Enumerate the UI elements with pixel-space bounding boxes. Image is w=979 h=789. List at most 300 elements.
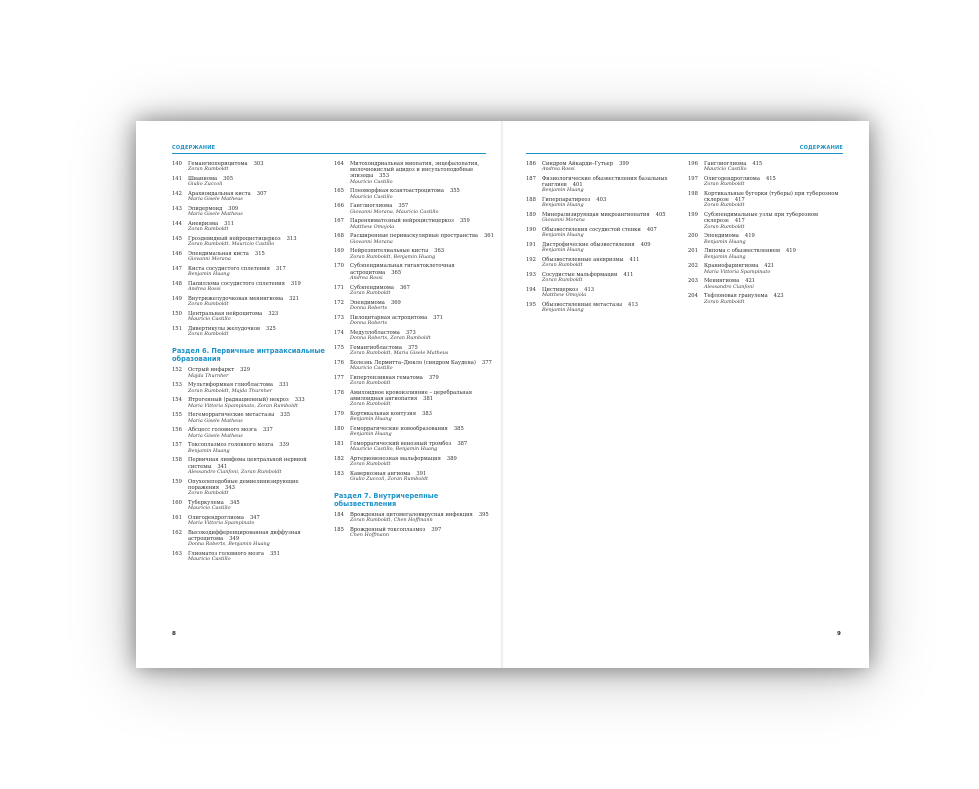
chapter-author: Mauricio Castillo	[350, 364, 393, 371]
chapter-page: 389	[446, 455, 457, 462]
chapter-author: Giulio Zuccoli	[188, 181, 223, 188]
toc-entry	[334, 161, 494, 185]
chapter-author: Giovanni Morana	[350, 238, 393, 245]
toc-entry	[688, 176, 846, 188]
book-spread	[136, 121, 869, 668]
chapter-number: 200	[688, 233, 698, 240]
chapter-author: Andrea Rossi	[350, 274, 383, 281]
chapter-title: Геморрагический венозный тромбоз	[350, 440, 452, 447]
chapter-title: Субэпендимальная гигантоклеточная астроцитома	[350, 263, 455, 276]
chapter-author: Maria Gisele Matheus	[188, 196, 243, 203]
chapter-number: 164	[334, 161, 344, 167]
chapter-title: Синдром Айкарди–Гутьер	[542, 161, 614, 167]
chapter-page: 369	[390, 299, 401, 306]
toc-entry	[172, 382, 332, 394]
chapter-page: 339	[279, 442, 290, 449]
chapter-page: 347	[249, 514, 260, 521]
chapter-author: Giovanni Morana	[542, 217, 585, 224]
section-heading-6: Раздел 6. Первичные интрааксиальные образования	[172, 347, 325, 364]
chapter-page: 365	[391, 269, 402, 276]
chapter-page: 375	[407, 344, 418, 351]
chapter-number: 204	[688, 293, 698, 300]
chapter-author: Zoran Rumboldt	[188, 166, 229, 173]
chapter-title-line	[704, 212, 846, 224]
chapter-number: 186	[526, 161, 536, 167]
chapter-number: 149	[172, 296, 182, 302]
chapter-number: 197	[688, 176, 698, 182]
chapter-number: 178	[334, 389, 344, 396]
chapter-title: Мультиформная глиобластома	[188, 382, 273, 389]
chapter-title: Первичная лимфома центральной нервной системы	[188, 457, 307, 470]
section-heading-7: Раздел 7. Внутричерепные обызвествления	[334, 491, 439, 509]
chapter-page: 397	[431, 527, 442, 534]
chapter-author: Benjamin Huang	[704, 253, 746, 260]
chapter-title: Гроздевидный нейроцистицеркоз	[188, 236, 281, 242]
chapter-number: 190	[526, 227, 536, 234]
chapter-number: 156	[172, 427, 182, 434]
chapter-page: 371	[433, 314, 444, 321]
toc-entry	[688, 161, 846, 173]
toc-entry	[172, 530, 332, 548]
chapter-title: Ганглиоглиома	[350, 203, 393, 210]
chapter-number: 147	[172, 266, 182, 272]
chapter-title: Киста сосудистого сплетения	[188, 266, 270, 272]
toc-entry	[334, 248, 494, 260]
chapter-page: 385	[453, 425, 464, 432]
chapter-page: 381	[423, 395, 434, 402]
chapter-page: 373	[405, 329, 416, 336]
chapter-number: 141	[172, 176, 182, 182]
toc-entry	[172, 397, 332, 409]
chapter-title: Центральная нейроцитома	[188, 311, 263, 317]
toc-list	[172, 161, 332, 338]
chapter-author: Maria Vittoria Spampinato, Zoran Rumboldt	[188, 402, 298, 409]
chapter-author: Zoran Rumboldt	[188, 301, 229, 308]
toc-list	[688, 161, 846, 305]
chapter-author: Mauricio Castillo	[350, 178, 393, 185]
chapter-number: 184	[334, 512, 344, 519]
toc-entry	[172, 221, 332, 233]
chapter-author: Benjamin Huang	[188, 271, 230, 278]
chapter-number: 177	[334, 374, 344, 381]
toc-entry	[172, 206, 332, 218]
toc-entry	[526, 272, 681, 284]
chapter-page: 417	[734, 218, 745, 225]
toc-entry	[526, 242, 681, 254]
chapter-number: 179	[334, 410, 344, 417]
chapter-page: 349	[229, 536, 240, 543]
chapter-number: 170	[334, 263, 344, 270]
toc-entry	[172, 457, 332, 475]
chapter-title: Пилоцитарная астроцитома	[350, 314, 428, 321]
chapter-page: 367	[399, 284, 410, 291]
chapter-page: 353	[379, 173, 390, 180]
chapter-page: 337	[262, 427, 273, 434]
chapter-number: 185	[334, 527, 344, 534]
toc-entry	[172, 266, 332, 278]
chapter-title: Цистицеркоз	[542, 287, 579, 294]
toc-entry	[334, 285, 494, 297]
chapter-author: Chen Hoffmann	[350, 532, 390, 539]
chapter-page: 423	[773, 293, 784, 300]
chapter-author: Zoran Rumboldt, Mauricio Castillo	[188, 241, 275, 248]
chapter-title: Физиологические обызвествления базальных ганглиев	[542, 176, 668, 189]
chapter-number: 159	[172, 478, 182, 485]
chapter-author: Giovanni Morana	[188, 256, 231, 263]
chapter-number: 199	[688, 212, 698, 219]
chapter-title: Гиперпаратиреоз	[542, 197, 591, 204]
toc-entry	[334, 233, 494, 245]
toc-list	[334, 161, 494, 483]
chapter-title: Шваннома	[188, 176, 218, 182]
toc-entry	[334, 203, 494, 215]
chapter-number: 150	[172, 311, 182, 317]
chapter-title: Амилоидное кровоизлияние – церебральная амилоидная ангиопатия	[350, 389, 472, 402]
chapter-author: Zoran Rumboldt	[704, 181, 745, 188]
chapter-page: 419	[785, 248, 796, 255]
chapter-number: 173	[334, 314, 344, 321]
chapter-author: Zoran Rumboldt	[188, 490, 229, 497]
chapter-page: 323	[268, 311, 279, 317]
chapter-number: 145	[172, 236, 182, 242]
toc-entry	[688, 212, 846, 230]
chapter-title: Субэпендимома	[350, 284, 394, 291]
chapter-number: 174	[334, 329, 344, 336]
chapter-page: 315	[254, 251, 265, 257]
chapter-page: 415	[765, 176, 776, 182]
toc-entry	[334, 456, 494, 468]
toc-entry	[172, 326, 332, 338]
chapter-page: 351	[269, 551, 280, 558]
chapter-number: 140	[172, 161, 182, 167]
chapter-page: 411	[629, 257, 640, 264]
chapter-author: Zoran Rumboldt	[188, 226, 229, 233]
chapter-number: 202	[688, 263, 698, 270]
chapter-author: Benjamin Huang	[350, 416, 392, 423]
chapter-title: Арахноидальная киста	[188, 191, 251, 197]
toc-entry	[334, 330, 494, 342]
chapter-page: 355	[449, 188, 460, 195]
chapter-author: Zoran Rumboldt	[704, 202, 745, 209]
chapter-number: 153	[172, 382, 182, 389]
toc-entry	[172, 367, 332, 379]
chapter-title: Каверноэная ангиома	[350, 470, 411, 477]
chapter-title: Острый инфаркт	[188, 367, 235, 374]
header-rule-right	[526, 153, 843, 154]
chapter-number: 189	[526, 212, 536, 219]
chapter-author: Alessandro Cianfoni, Zoran Rumboldt	[188, 468, 282, 475]
chapter-page: 395	[478, 512, 489, 519]
chapter-number: 152	[172, 367, 182, 374]
chapter-page: 413	[628, 302, 638, 309]
chapter-author: Mauricio Castillo	[188, 505, 231, 512]
chapter-author: Zoran Rumboldt	[704, 298, 745, 305]
toc-entry	[172, 251, 332, 263]
chapter-number: 146	[172, 251, 182, 257]
toc-entry	[334, 512, 494, 524]
chapter-number: 160	[172, 499, 182, 506]
chapter-page: 361	[483, 233, 494, 240]
chapter-page: 403	[596, 197, 607, 204]
chapter-number: 188	[526, 197, 536, 204]
chapter-number: 166	[334, 203, 344, 210]
toc-entry	[334, 411, 494, 423]
chapter-page: 377	[481, 359, 492, 366]
chapter-title-line	[350, 263, 494, 275]
chapter-author: Maria Gisele Matheus	[188, 417, 243, 424]
chapter-title: Олигодендроглиома	[704, 176, 760, 182]
chapter-number: 165	[334, 188, 344, 195]
chapter-title: Тефлоновая гранулема	[704, 293, 768, 300]
running-header-right: СОДЕРЖАНИЕ	[799, 145, 843, 151]
chapter-author: Zoran Rumboldt, Benjamin Huang	[350, 253, 436, 260]
chapter-page: 335	[280, 412, 291, 419]
chapter-author: Benjamin Huang	[704, 238, 746, 245]
chapter-title: Артериовенозная мальформация	[350, 455, 441, 462]
chapter-number: 180	[334, 425, 344, 432]
chapter-title: Аневризма	[188, 221, 219, 227]
chapter-number: 182	[334, 455, 344, 462]
toc-entry	[526, 302, 681, 314]
chapter-author: Zoran Rumboldt	[542, 262, 583, 269]
chapter-page: 313	[286, 236, 297, 242]
toc-entry	[172, 191, 332, 203]
chapter-title: Обызвествленные аневризмы	[542, 257, 624, 264]
chapter-page: 383	[422, 410, 432, 417]
chapter-title: Глиоматоз головного мозга	[188, 551, 264, 558]
toc-entry	[526, 287, 681, 299]
chapter-author: Benjamin Huang	[542, 202, 584, 209]
chapter-number: 183	[334, 470, 344, 477]
toc-entry	[334, 263, 494, 281]
chapter-number: 195	[526, 302, 536, 309]
chapter-number: 155	[172, 412, 182, 419]
chapter-title: Плеоморфная ксантоастроцитома	[350, 188, 444, 195]
chapter-author: Zoran Rumboldt, Chen Hoffmann	[350, 517, 433, 524]
chapter-title: Абсцесс головного мозга	[188, 427, 257, 434]
chapter-author: Zoran Rumboldt	[704, 223, 745, 230]
chapter-title: Кортикальная контузия	[350, 410, 417, 417]
chapter-number: 168	[334, 233, 344, 240]
chapter-page: 357	[398, 203, 409, 210]
chapter-number: 203	[688, 278, 698, 285]
chapter-title: Олигодендроглиома	[188, 514, 244, 521]
chapter-title-line	[350, 161, 494, 180]
chapter-title: Эпидермоид	[188, 206, 223, 212]
chapter-title: Краниофарингиома	[704, 263, 759, 270]
chapter-page: 329	[240, 367, 250, 374]
chapter-author: Zoran Rumboldt	[350, 461, 391, 468]
chapter-title: Расширенные периваскулярные пространства	[350, 233, 478, 240]
chapter-number: 187	[526, 176, 536, 182]
toc-entry	[334, 390, 494, 408]
chapter-author: Mauricio Castillo	[188, 316, 231, 323]
page-number-left: 8	[172, 631, 176, 637]
toc-list	[172, 367, 332, 563]
toc-entry	[526, 227, 681, 239]
chapter-author: Matthew Omojola	[542, 292, 587, 299]
chapter-page: 387	[457, 440, 468, 447]
chapter-number: 172	[334, 299, 344, 306]
toc-column-1	[172, 161, 332, 566]
chapter-title: Ганглиоглиома	[704, 161, 747, 167]
chapter-author: Zoran Rumboldt	[188, 331, 229, 338]
chapter-title: Митохондриальная миопатия, энцефалопатия, молочнокислый ацидоз и инсультоподобные эпизоды	[350, 161, 480, 180]
header-rule-left	[172, 153, 486, 154]
chapter-page: 311	[224, 221, 235, 227]
chapter-title: Менингиома	[704, 278, 740, 285]
toc-entry	[334, 441, 494, 453]
toc-entry	[688, 248, 846, 260]
chapter-author: Benjamin Huang	[542, 187, 584, 194]
chapter-page: 399	[619, 161, 629, 167]
chapter-page: 305	[223, 176, 234, 182]
chapter-author: Zoran Rumboldt, Majda Thurnher	[188, 387, 273, 394]
chapter-title: Болезнь Лермитта–Дюкло (синдром Каудена)	[350, 359, 476, 366]
chapter-author: Benjamin Huang	[188, 447, 230, 454]
chapter-page: 421	[745, 278, 756, 285]
chapter-number: 191	[526, 242, 536, 249]
chapter-page: 413	[584, 287, 595, 294]
chapter-page: 409	[640, 242, 651, 249]
chapter-author: Andrea Rossi	[542, 166, 575, 173]
chapter-number: 167	[334, 218, 344, 225]
chapter-author: Giovanni Morana, Mauricio Castillo	[350, 208, 439, 215]
chapter-page: 343	[225, 484, 235, 491]
toc-entry	[688, 293, 846, 305]
chapter-page: 419	[744, 233, 755, 240]
chapter-title: Внутрижелудочковая менингиома	[188, 296, 284, 302]
chapter-number: 161	[172, 514, 182, 521]
chapter-number: 194	[526, 287, 536, 294]
toc-entry	[688, 233, 846, 245]
toc-entry	[172, 311, 332, 323]
chapter-number: 176	[334, 359, 344, 366]
toc-entry	[688, 191, 846, 209]
toc-entry	[688, 278, 846, 290]
chapter-page: 325	[265, 326, 276, 332]
chapter-page: 391	[416, 470, 427, 477]
toc-column-2	[334, 161, 494, 542]
toc-entry	[526, 257, 681, 269]
chapter-page: 345	[229, 499, 240, 506]
toc-entry	[334, 426, 494, 438]
toc-entry	[172, 236, 332, 248]
chapter-author: Majda Thurnher	[188, 372, 229, 379]
chapter-number: 198	[688, 191, 698, 197]
chapter-author: Alessandro Cianfoni	[704, 283, 754, 290]
chapter-title: Нейроэпителиальные кисты	[350, 248, 429, 255]
chapter-title: Туберкулема	[188, 499, 224, 506]
chapter-page: 307	[256, 191, 267, 197]
chapter-number: 154	[172, 397, 182, 404]
page-number-right: 9	[837, 631, 841, 637]
toc-entry	[334, 527, 494, 539]
chapter-number: 162	[172, 529, 182, 536]
toc-entry	[334, 360, 494, 372]
chapter-author: Maria Gisele Matheus	[188, 432, 243, 439]
chapter-title: Дивертикулы желудочков	[188, 326, 260, 332]
chapter-author: Benjamin Huang	[542, 232, 584, 239]
toc-entry	[334, 375, 494, 387]
chapter-author: Zoran Rumboldt	[350, 401, 391, 408]
chapter-author: Donna Roberts, Zoran Rumboldt	[350, 334, 431, 341]
chapter-title: Врожденная цитомегаловирусная инфекция	[350, 512, 473, 519]
chapter-author: Mauricio Castillo	[188, 556, 231, 563]
chapter-number: 158	[172, 457, 182, 464]
chapter-title: Ятрогенный (радиационный) некроз	[188, 397, 289, 404]
toc-entry	[172, 281, 332, 293]
toc-entry	[526, 176, 681, 194]
chapter-title: Эпендимома	[704, 233, 739, 240]
chapter-title: Гипертензивная гематома	[350, 374, 423, 381]
chapter-number: 201	[688, 248, 698, 255]
chapter-title: Опухолеподобные демиелинизирующие поражения	[188, 478, 299, 491]
chapter-title: Папиллома сосудистого сплетения	[188, 281, 285, 287]
chapter-page: 411	[623, 272, 634, 279]
toc-entry	[334, 188, 494, 200]
toc-entry	[526, 197, 681, 209]
chapter-number: 193	[526, 272, 536, 279]
running-header-left: СОДЕРЖАНИЕ	[172, 145, 216, 151]
chapter-title: Врожденный токсоплазмоз	[350, 527, 426, 534]
chapter-title: Медуллобластома	[350, 329, 400, 336]
chapter-author: Maria Gisele Matheus	[188, 211, 243, 218]
chapter-author: Donna Roberts	[350, 319, 388, 326]
toc-column-3	[526, 161, 681, 317]
book-gutter	[501, 121, 504, 668]
chapter-title: Высокодифференцированная диффузная астроцитома	[188, 529, 301, 543]
chapter-author: Mauricio Castillo	[704, 166, 747, 173]
chapter-number: 151	[172, 326, 182, 332]
chapter-number: 169	[334, 248, 344, 255]
chapter-title: Токсоплазмоз головного мозга	[188, 442, 274, 449]
chapter-title: Сосудистые мальформации	[542, 272, 618, 279]
chapter-title: Субэпендимальные узлы при туберозном склерозе	[704, 212, 819, 225]
chapter-author: Matthew Omojola	[350, 223, 395, 230]
chapter-number: 148	[172, 281, 182, 287]
chapter-number: 144	[172, 221, 182, 227]
chapter-page: 317	[275, 266, 286, 272]
chapter-title: Гемангиобластома	[350, 344, 402, 351]
toc-entry	[334, 345, 494, 357]
chapter-author: Zoran Rumboldt	[350, 289, 391, 296]
chapter-author: Mauricio Castillo, Benjamin Huang	[350, 446, 438, 453]
chapter-number: 143	[172, 206, 182, 212]
toc-entry	[334, 218, 494, 230]
chapter-number: 157	[172, 442, 182, 449]
toc-list	[334, 512, 494, 539]
toc-entry	[172, 296, 332, 308]
toc-entry	[172, 479, 332, 497]
chapter-page: 407	[646, 227, 657, 234]
toc-entry	[172, 500, 332, 512]
chapter-page: 421	[764, 263, 775, 270]
toc-entry	[172, 161, 332, 173]
chapter-page: 363	[434, 248, 445, 255]
toc-entry	[172, 515, 332, 527]
chapter-number: 192	[526, 257, 536, 264]
chapter-author: Giulio Zuccoli, Zoran Rumboldt	[350, 476, 428, 483]
toc-list	[526, 161, 681, 314]
chapter-author: Benjamin Huang	[350, 431, 392, 438]
chapter-title: Минерализирующая микроангиопатия	[542, 212, 650, 219]
chapter-number: 181	[334, 440, 344, 447]
chapter-title: Дистрофические обызвествления	[542, 242, 635, 249]
chapter-number: 142	[172, 191, 182, 197]
chapter-author: Zoran Rumboldt	[350, 379, 391, 386]
chapter-page: 359	[459, 218, 470, 225]
